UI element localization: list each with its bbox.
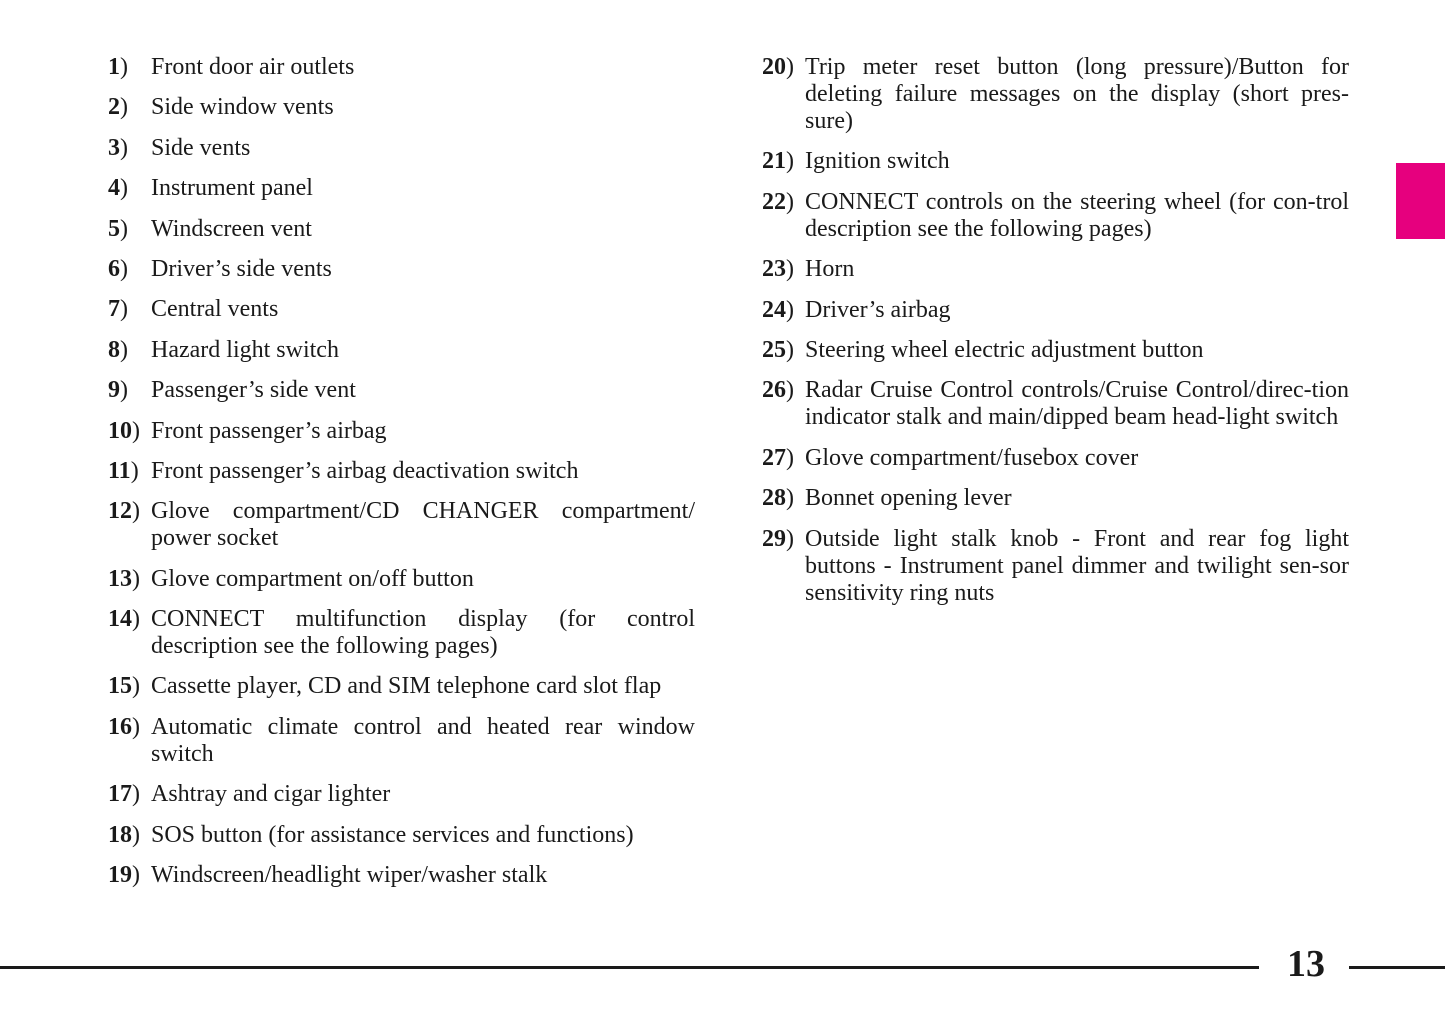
legend-text: Passenger’s side vent	[151, 377, 356, 404]
legend-text: SOS button (for assistance services and functions)	[151, 821, 634, 848]
legend-text: Side vents	[151, 134, 251, 161]
legend-item	[762, 377, 1349, 431]
footer-rule-right	[1349, 966, 1445, 969]
legend-number: 6)	[108, 255, 128, 282]
legend-item	[108, 175, 695, 202]
legend-number: 22)	[762, 188, 794, 215]
legend-item	[108, 296, 695, 323]
legend-number: 25)	[762, 336, 794, 363]
legend-number: 4)	[108, 175, 128, 202]
legend-number: 19)	[108, 862, 140, 889]
legend-number: 14)	[108, 606, 140, 633]
footer-rule-left	[0, 966, 1259, 969]
legend-text: Steering wheel electric adjustment button	[805, 336, 1204, 363]
legend-item	[108, 377, 695, 404]
legend-item	[108, 458, 695, 485]
legend-number: 26)	[762, 377, 794, 404]
legend-item	[762, 54, 1349, 135]
legend-item	[108, 781, 695, 808]
legend-text: Driver’s airbag	[805, 296, 951, 323]
legend-text: CONNECT controls on the steering wheel (for con-trol description see the following pages)	[805, 188, 1349, 242]
legend-number: 21)	[762, 148, 794, 175]
legend-item	[108, 822, 695, 849]
legend-number: 1)	[108, 54, 128, 80]
legend-item	[108, 94, 695, 121]
legend-text: Glove compartment/fusebox cover	[805, 444, 1139, 471]
legend-number: 2)	[108, 94, 128, 121]
legend-list-right	[762, 54, 1349, 620]
legend-item	[108, 418, 695, 445]
legend-number: 29)	[762, 525, 794, 552]
legend-text: Glove compartment/CD CHANGER compartment/ power socket	[151, 498, 695, 552]
legend-text: Trip meter reset button (long pressure)/Button for deleting failure messages on the display (short pres-sure)	[805, 54, 1349, 134]
legend-number: 5)	[108, 215, 128, 242]
legend-item	[108, 256, 695, 283]
page-number: 13	[1287, 943, 1325, 985]
legend-item	[762, 297, 1349, 324]
legend-text: Cassette player, CD and SIM telephone card slot flap	[151, 673, 662, 700]
legend-text: Outside light stalk knob - Front and rear fog light buttons - Instrument panel dimmer and twilight sen-sor sensitivity ring nuts	[805, 525, 1349, 606]
legend-number: 8)	[108, 336, 128, 363]
legend-text: Windscreen/headlight wiper/washer stalk	[151, 862, 548, 889]
legend-item	[762, 148, 1349, 175]
legend-number: 12)	[108, 498, 140, 525]
legend-item	[762, 256, 1349, 283]
legend-item	[108, 216, 695, 243]
legend-text: Instrument panel	[151, 175, 313, 202]
legend-number: 28)	[762, 485, 794, 512]
legend-text: Bonnet opening lever	[805, 485, 1012, 512]
legend-item	[108, 606, 695, 660]
legend-text: Front door air outlets	[151, 54, 355, 80]
legend-number: 7)	[108, 296, 128, 323]
legend-item	[108, 673, 695, 700]
legend-text: Front passenger’s airbag	[151, 417, 387, 444]
legend-number: 3)	[108, 134, 128, 161]
legend-text: Windscreen vent	[151, 215, 312, 242]
legend-number: 11)	[108, 457, 139, 484]
legend-number: 13)	[108, 565, 140, 592]
legend-text: Hazard light switch	[151, 336, 339, 363]
legend-item	[108, 337, 695, 364]
legend-text: Driver’s side vents	[151, 255, 332, 282]
legend-text: Side window vents	[151, 94, 334, 121]
legend-item	[108, 862, 695, 889]
legend-item	[762, 526, 1349, 607]
legend-text: Front passenger’s airbag deactivation switch	[151, 457, 579, 484]
legend-text: Horn	[805, 256, 855, 283]
legend-text: Central vents	[151, 296, 279, 323]
legend-text: Ashtray and cigar lighter	[151, 781, 391, 808]
legend-number: 24)	[762, 296, 794, 323]
legend-number: 23)	[762, 256, 794, 283]
legend-number: 10)	[108, 417, 140, 444]
legend-item	[108, 714, 695, 768]
legend-number: 17)	[108, 781, 140, 808]
legend-number: 18)	[108, 821, 140, 848]
legend-text: Radar Cruise Control controls/Cruise Control/direc-tion indicator stalk and main/dipped beam head-light switch	[805, 377, 1349, 431]
legend-text: Automatic climate control and heated rear window switch	[151, 713, 695, 767]
legend-item	[762, 189, 1349, 243]
legend-text: CONNECT multifunction display (for control description see the following pages)	[151, 606, 695, 660]
section-tab-marker	[1396, 163, 1445, 239]
legend-text: Glove compartment on/off button	[151, 565, 474, 592]
legend-item	[762, 337, 1349, 364]
legend-number: 20)	[762, 54, 794, 80]
legend-item	[108, 135, 695, 162]
legend-list-left	[108, 54, 695, 902]
legend-number: 9)	[108, 377, 128, 404]
legend-item	[108, 566, 695, 593]
legend-item	[108, 498, 695, 552]
legend-item	[108, 54, 695, 81]
legend-number: 16)	[108, 713, 140, 740]
legend-number: 27)	[762, 444, 794, 471]
legend-item	[762, 485, 1349, 512]
legend-text: Ignition switch	[805, 148, 950, 175]
legend-number: 15)	[108, 673, 140, 700]
legend-item	[762, 445, 1349, 472]
